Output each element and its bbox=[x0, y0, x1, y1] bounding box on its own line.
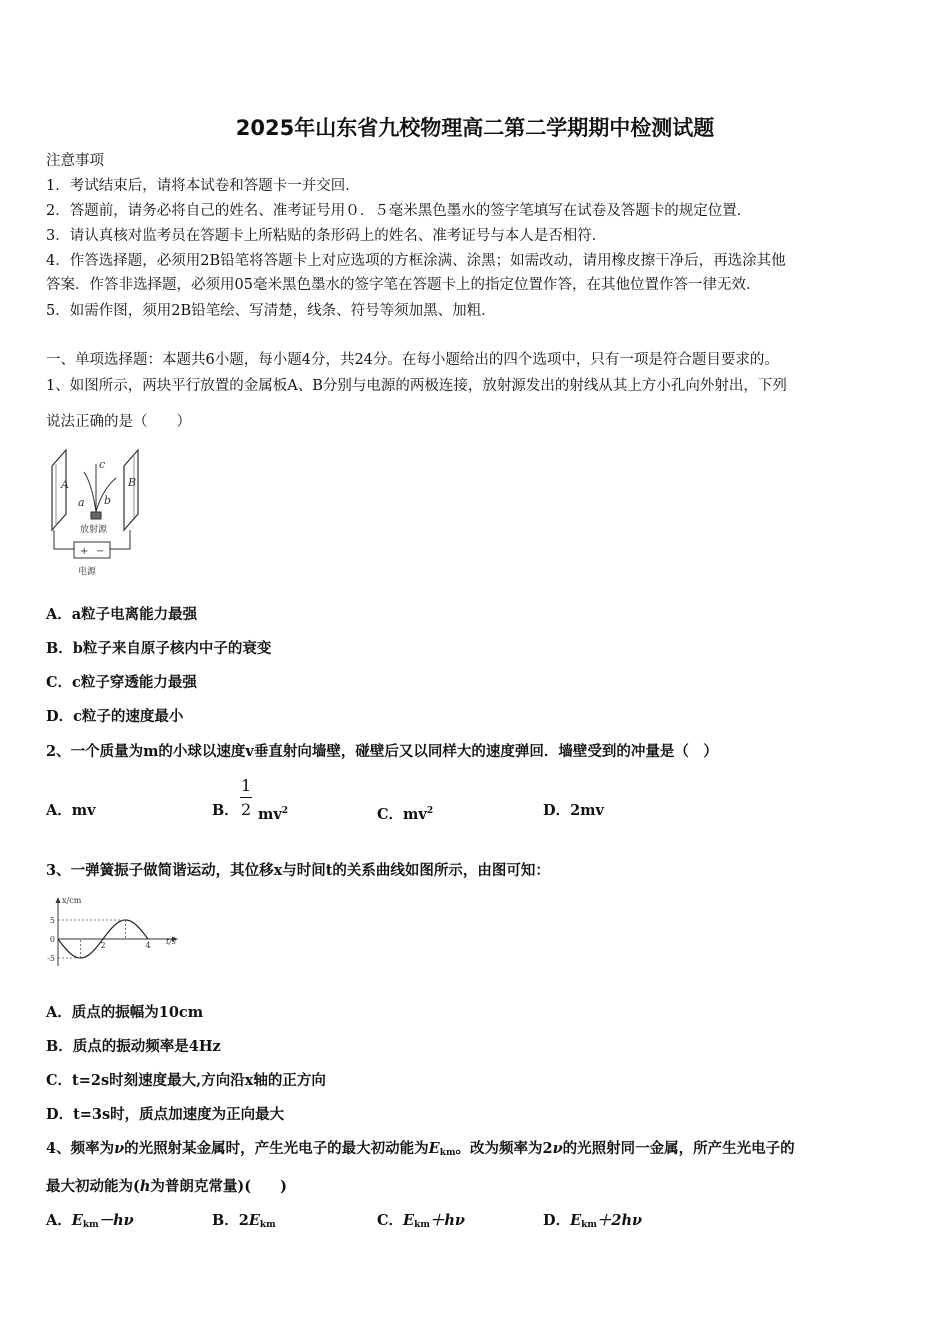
q2-option-b-expr bbox=[258, 802, 288, 824]
q2-option-b-mv: mv bbox=[258, 806, 282, 823]
page-title: 2025年山东省九校物理高二第二学期期中检测试题 bbox=[235, 116, 715, 140]
notice-item: 2．答题前，请务必将自己的姓名、准考证号用０．５毫米黑色墨水的签字笔填写在试卷及答题卡的规定位置． bbox=[46, 203, 752, 219]
x-tick-label: 4 bbox=[145, 941, 151, 950]
y-tick-label: 0 bbox=[49, 935, 55, 944]
q4-text: 最大初动能为( bbox=[46, 1178, 140, 1195]
q1-option-c: C．c粒子穿透能力最强 bbox=[46, 674, 197, 691]
q4-option-d bbox=[543, 1212, 642, 1234]
plate-b-label: B bbox=[128, 476, 137, 489]
q4-opt-suffix: ＋2hν bbox=[596, 1212, 643, 1229]
q4-text: 的光照射同一金属，所产生光电子的 bbox=[562, 1140, 795, 1157]
q3-chart bbox=[44, 892, 184, 972]
q2-option-a: A．mv bbox=[46, 802, 96, 819]
ray-b-label: b bbox=[104, 494, 112, 507]
ray-c-label: c bbox=[99, 458, 106, 471]
q4-opt-prefix: C． bbox=[377, 1212, 404, 1229]
q2-option-b-prefix: B． bbox=[212, 802, 239, 819]
q4-opt-suffix: －hν bbox=[98, 1212, 134, 1229]
section-heading: 一、单项选择题：本题共6小题，每小题4分，共24分。在每小题给出的四个选项中，只有一项是符合题目要求的。 bbox=[46, 352, 779, 368]
q2-frac-num: 1 bbox=[241, 776, 252, 795]
q2-frac-bar bbox=[240, 797, 252, 798]
q1-option-b: B．b粒子来自原子核内中子的衰变 bbox=[46, 640, 272, 657]
q1-stem-line1: 1、如图所示，两块平行放置的金属板A、B分别与电源的两极连接，放射源发出的射线从其上方小孔向外射出，下列 bbox=[46, 378, 787, 394]
x-axis-label: t/s bbox=[166, 937, 177, 946]
q3-stem: 3、一弹簧振子做简谐运动，其位移x与时间t的关系曲线如图所示，由图可知： bbox=[46, 862, 550, 879]
notice-item: 3．请认真核对监考员在答题卡上所粘贴的条形码上的姓名、准考证号与本人是否相符． bbox=[46, 228, 607, 244]
q4-e: E bbox=[248, 1212, 260, 1229]
q4-e: E bbox=[71, 1212, 83, 1229]
q2-frac-den: 2 bbox=[241, 800, 252, 819]
q4-opt-suffix: ＋hν bbox=[429, 1212, 465, 1229]
q4-option-a bbox=[46, 1212, 134, 1234]
notice-item: 4．作答选择题，必须用2B铅笔将答题卡上对应选项的方框涂满、涂黑；如需改动，请用橡皮擦干净后，再选涂其他 bbox=[46, 253, 786, 269]
q4-option-c bbox=[377, 1212, 465, 1234]
q4-e: E bbox=[428, 1140, 440, 1157]
q4-e: E bbox=[403, 1212, 415, 1229]
q1-option-a: A．a粒子电离能力最强 bbox=[46, 606, 198, 623]
q4-stem-line1 bbox=[46, 1140, 795, 1162]
q4-text: 为普朗克常量)( ) bbox=[150, 1178, 288, 1195]
q4-text: 。改为频率为2 bbox=[455, 1140, 553, 1157]
q4-opt-prefix: B．2 bbox=[212, 1212, 249, 1229]
q2-option-c-text: C．mv bbox=[377, 806, 427, 823]
ray-a-label: a bbox=[78, 496, 85, 509]
y-tick-label: -5 bbox=[47, 954, 55, 963]
q3-option-b: B．质点的振动频率是4Hz bbox=[46, 1038, 221, 1055]
plate-b bbox=[124, 450, 138, 530]
q4-nu: ν bbox=[552, 1140, 563, 1157]
q4-text: 的光照射某金属时，产生光电子的最大初动能为 bbox=[124, 1140, 429, 1157]
source-box bbox=[91, 512, 101, 519]
power-label: 电源 bbox=[78, 567, 97, 577]
plate-a-label: A bbox=[61, 478, 69, 491]
notice-item: 答案．作答非选择题，必须用05毫米黑色墨水的签字笔在答题卡上的指定位置作答，在其他位置作答一律无效． bbox=[46, 277, 761, 293]
q4-e: E bbox=[570, 1212, 582, 1229]
q4-opt-prefix: A． bbox=[46, 1212, 72, 1229]
q4-opt-prefix: D． bbox=[543, 1212, 571, 1229]
q4-km: km bbox=[414, 1220, 430, 1230]
x-tick-label: 2 bbox=[100, 941, 106, 950]
notice-item: 1．考试结束后，请将本试卷和答题卡一并交回． bbox=[46, 178, 360, 194]
source-label: 放射源 bbox=[80, 525, 108, 535]
q4-km: km bbox=[581, 1220, 597, 1230]
q4-nu: ν bbox=[114, 1140, 125, 1157]
q2-stem: 2、一个质量为m的小球以速度v垂直射向墙壁，碰壁后又以同样大的速度弹回．墙壁受到的冲量是（ ） bbox=[46, 743, 718, 760]
q4-stem-line2 bbox=[46, 1178, 287, 1196]
q2-option-c bbox=[377, 802, 433, 824]
q1-figure bbox=[44, 444, 164, 580]
notice-item: 5．如需作图，须用2B铅笔绘、写清楚，线条、符号等须加黑、加粗． bbox=[46, 303, 496, 319]
q3-option-a: A．质点的振幅为10cm bbox=[46, 1004, 204, 1021]
q4-option-b bbox=[212, 1212, 276, 1234]
notice-heading: 注意事项 bbox=[46, 153, 104, 169]
q4-h: h bbox=[139, 1178, 151, 1195]
y-axis-label: x/cm bbox=[62, 896, 82, 905]
ray-a bbox=[84, 472, 96, 512]
q1-stem-line2: 说法正确的是（ ） bbox=[46, 414, 191, 430]
power-minus: − bbox=[96, 546, 105, 557]
q4-km: km bbox=[82, 1220, 99, 1230]
power-plus: + bbox=[80, 546, 89, 557]
q3-option-c: C．t=2s时刻速度最大,方向沿x轴的正方向 bbox=[46, 1072, 326, 1089]
y-tick-label: 5 bbox=[49, 916, 55, 925]
q4-text: 4、频率为 bbox=[46, 1140, 115, 1157]
q2-option-d: D．2mv bbox=[543, 802, 604, 819]
q2-option-b-sup: 2 bbox=[281, 806, 289, 816]
q4-km: km bbox=[259, 1220, 276, 1230]
q2-option-c-sup: 2 bbox=[426, 806, 434, 816]
q1-option-d: D．c粒子的速度最小 bbox=[46, 708, 184, 725]
y-axis-arrow bbox=[56, 897, 61, 903]
q4-km: km bbox=[439, 1148, 456, 1158]
q3-option-d: D．t=3s时，质点加速度为正向最大 bbox=[46, 1106, 285, 1123]
